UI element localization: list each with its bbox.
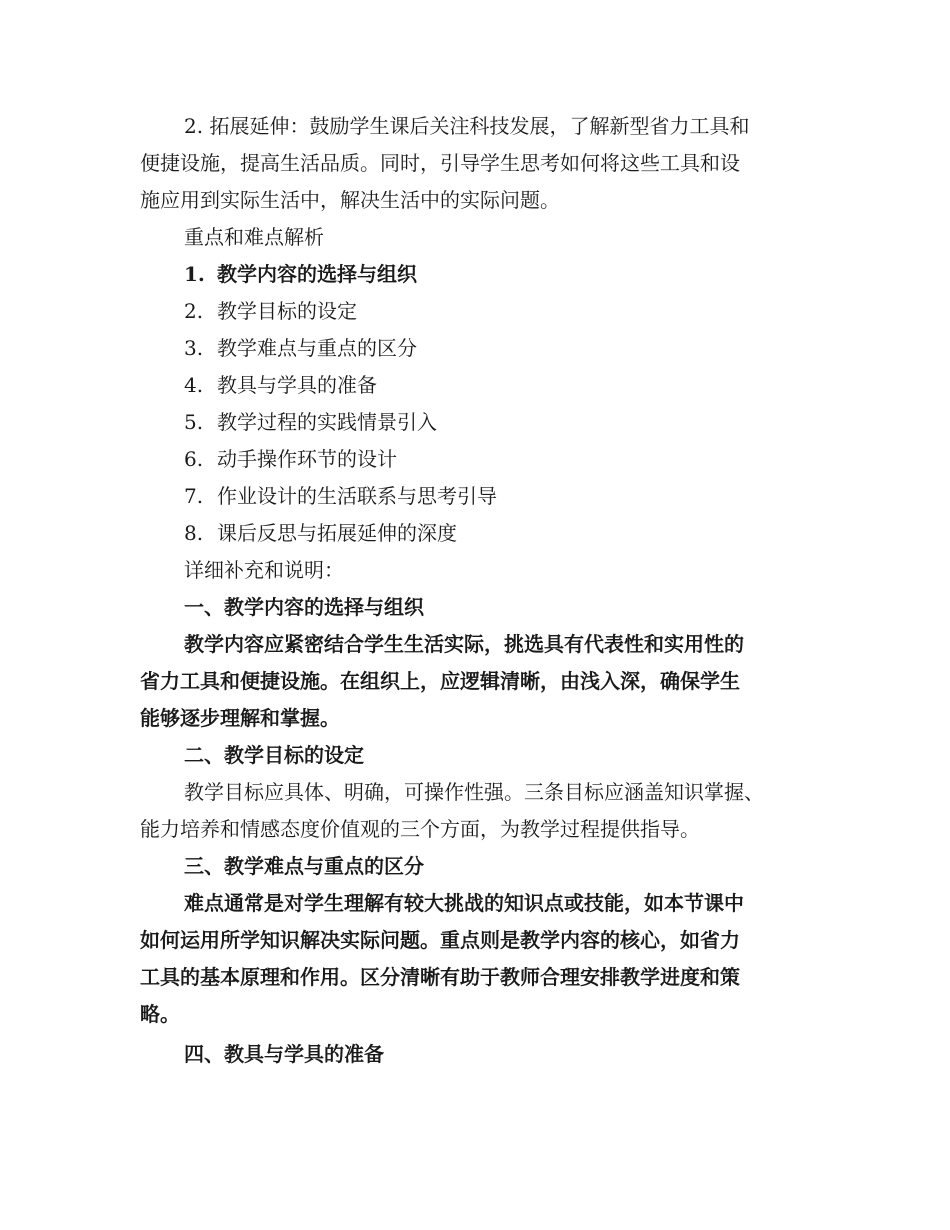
item-text: 教学过程的实践情景引入 [217,410,437,434]
section-1-line-2: 省力工具和便捷设施。在组织上，应逻辑清晰，由浅入深，确保学生 [140,669,740,693]
section-1-line-3: 能够逐步理解和掌握。 [140,706,340,730]
extension-line-2: 便捷设施，提高生活品质。同时，引导学生思考如何将这些工具和设 [140,151,740,175]
analysis-item [184,441,820,477]
item-number: 2. [184,299,204,323]
item-text: 课后反思与拓展延伸的深度 [217,521,457,545]
extension-line-1: 2. 拓展延伸：鼓励学生课后关注科技发展，了解新型省力工具和 [184,114,750,138]
item-text: 教学难点与重点的区分 [217,336,417,360]
item-text: 作业设计的生活联系与思考引导 [217,484,497,508]
section-3-line-2: 如何运用所学知识解决实际问题。重点则是教学内容的核心，如省力 [140,928,740,952]
section-2-line-1: 教学目标应具体、明确，可操作性强。三条目标应涵盖知识掌握、 [184,780,764,804]
analysis-heading: 重点和难点解析 [184,225,324,249]
extension-line-3: 施应用到实际生活中，解决生活中的实际问题。 [140,188,560,212]
analysis-item [184,367,820,403]
section-3-line-4: 略。 [140,1002,180,1026]
item-text: 教学目标的设定 [217,299,357,323]
item-number: 6. [184,447,204,471]
section-title: 三、教学难点与重点的区分 [184,854,424,878]
section-2-line-2: 能力培养和情感态度价值观的三个方面，为教学过程提供指导。 [140,817,700,841]
analysis-item [184,330,820,366]
section-title: 四、教具与学具的准备 [184,1042,384,1066]
analysis-item [184,478,820,514]
section-title: 一、教学内容的选择与组织 [184,595,424,619]
item-number: 1. [184,262,205,286]
section-3-line-3: 工具的基本原理和作用。区分清晰有助于教师合理安排教学进度和策 [140,965,740,989]
analysis-item [184,404,820,440]
section-title: 二、教学目标的设定 [184,743,364,767]
detail-intro: 详细补充和说明： [184,558,344,582]
item-text: 教学内容的选择与组织 [217,262,417,286]
item-number: 3. [184,336,204,360]
item-text: 教具与学具的准备 [217,373,377,397]
item-number: 4. [184,373,204,397]
analysis-item [184,515,820,551]
item-text: 动手操作环节的设计 [217,447,397,471]
section-1-line-1: 教学内容应紧密结合学生生活实际，挑选具有代表性和实用性的 [184,632,744,656]
item-number: 8. [184,521,204,545]
item-number: 5. [184,410,204,434]
analysis-item [184,256,820,292]
analysis-item [184,293,820,329]
item-number: 7. [184,484,204,508]
section-3-line-1: 难点通常是对学生理解有较大挑战的知识点或技能，如本节课中 [184,891,744,915]
